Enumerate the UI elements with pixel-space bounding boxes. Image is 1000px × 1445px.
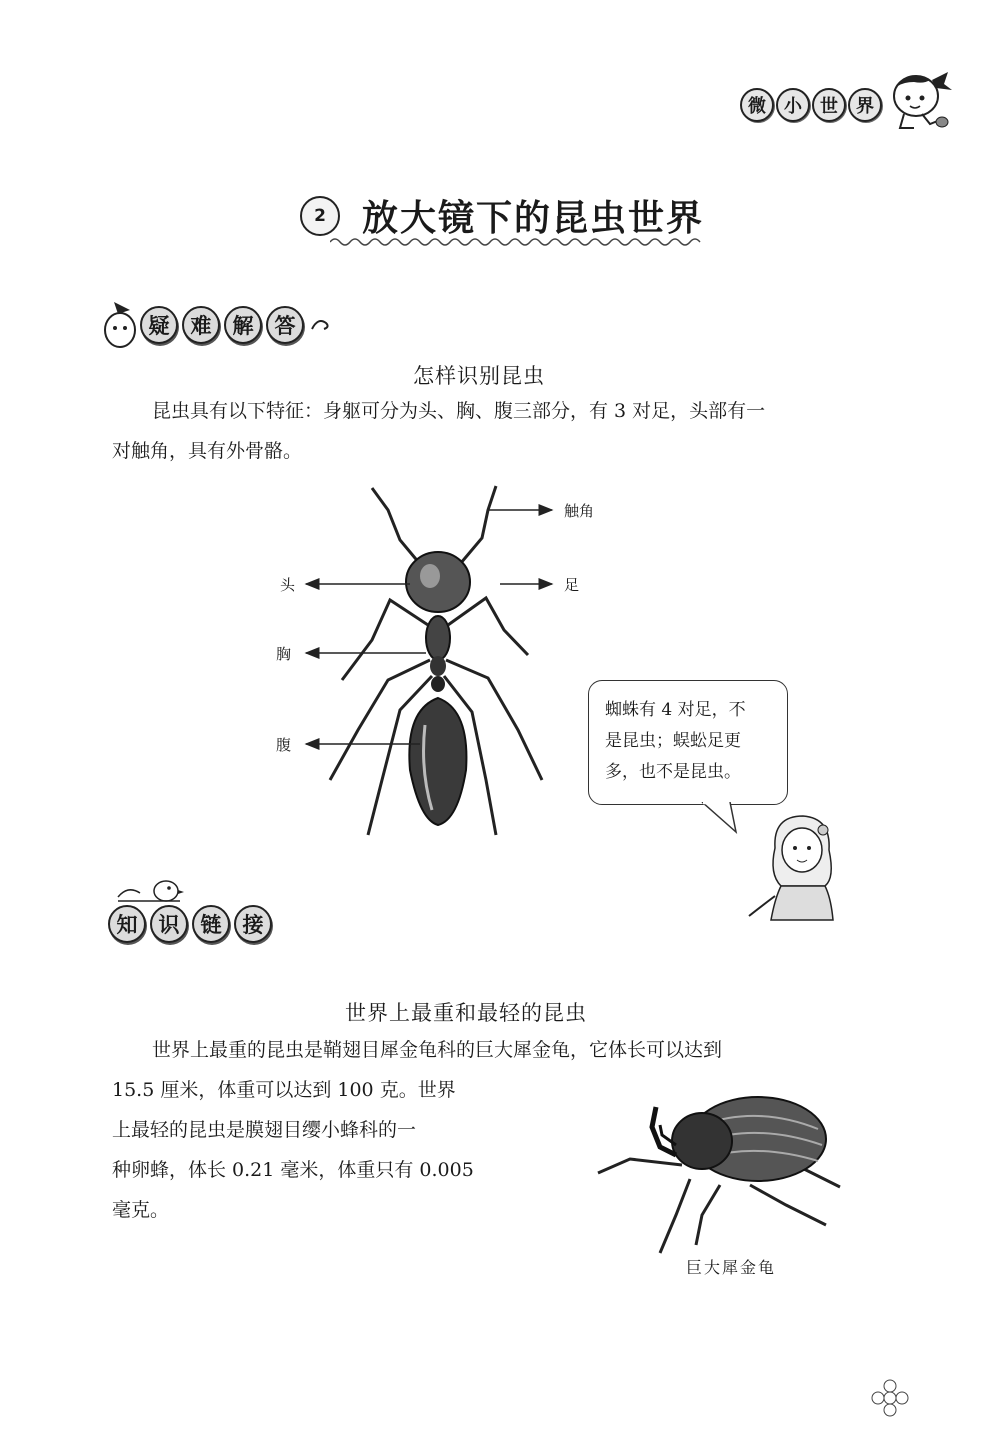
- badge-char: 小: [776, 88, 810, 122]
- subtitle-heaviest-lightest: 世界上最重和最轻的昆虫: [345, 1001, 587, 1025]
- paragraph-line: 15.5 厘米，体重可以达到 100 克。世界: [112, 1079, 456, 1101]
- speech-line: 是昆虫；蜈蚣足更: [605, 731, 741, 751]
- egg-mascot-icon: [100, 300, 140, 350]
- cartoon-mascot-icon: [884, 70, 954, 140]
- label-leg: 足: [564, 576, 580, 594]
- section-char: 知: [108, 905, 146, 943]
- section-char: 答: [266, 306, 304, 344]
- paragraph-line: 对触角，具有外骨骼。: [112, 440, 303, 462]
- beetle-caption: 巨大犀金龟: [686, 1258, 777, 1277]
- speech-line: 多，也不是昆虫。: [605, 762, 741, 782]
- label-head: 头: [280, 576, 296, 594]
- subtitle-identify-insects: 怎样识别昆虫: [413, 364, 545, 388]
- section-char: 疑: [140, 306, 178, 344]
- paragraph-line: 昆虫具有以下特征：身躯可分为头、胸、腹三部分，有 3 对足，头部有一: [152, 400, 766, 422]
- girl-illustration-icon: [745, 808, 855, 928]
- label-abdomen: 腹: [276, 736, 292, 754]
- speech-line: 蜘蛛有 4 对足，不: [605, 700, 746, 720]
- label-antenna: 触角: [564, 502, 595, 520]
- badge-char: 微: [740, 88, 774, 122]
- badge-char: 界: [848, 88, 882, 122]
- swirl-icon: [308, 315, 334, 335]
- bird-icon: [114, 871, 184, 907]
- section-header-knowledge: [108, 905, 276, 943]
- wavy-underline: [330, 236, 710, 248]
- header-badge: [740, 70, 954, 140]
- section-header-qa: [100, 300, 334, 350]
- ant-diagram: [260, 480, 620, 850]
- rhinoceros-beetle-illustration: [590, 1085, 850, 1260]
- paragraph-line: 上最轻的昆虫是膜翅目缨小蜂科的一: [112, 1119, 417, 1141]
- section-char: 接: [234, 905, 272, 943]
- label-thorax: 胸: [276, 645, 292, 663]
- ant-illustration: [330, 486, 542, 835]
- chapter-number: 2: [300, 196, 340, 236]
- speech-bubble: [588, 680, 788, 805]
- paragraph-line: 世界上最重的昆虫是鞘翅目犀金龟科的巨大犀金龟，它体长可以达到: [152, 1039, 723, 1061]
- paragraph-line: 种卵蜂，体长 0.21 毫米，体重只有 0.005: [112, 1159, 474, 1181]
- badge-char: 世: [812, 88, 846, 122]
- flower-icon: [870, 1378, 910, 1418]
- section-char: 解: [224, 306, 262, 344]
- paragraph-insect-features: [112, 391, 892, 471]
- speech-tail: [700, 802, 740, 836]
- chapter-title: 放大镜下的昆虫世界: [362, 198, 705, 239]
- paragraph-line: 毫克。: [112, 1199, 170, 1221]
- section-char: 难: [182, 306, 220, 344]
- section-char: 识: [150, 905, 188, 943]
- section-char: 链: [192, 905, 230, 943]
